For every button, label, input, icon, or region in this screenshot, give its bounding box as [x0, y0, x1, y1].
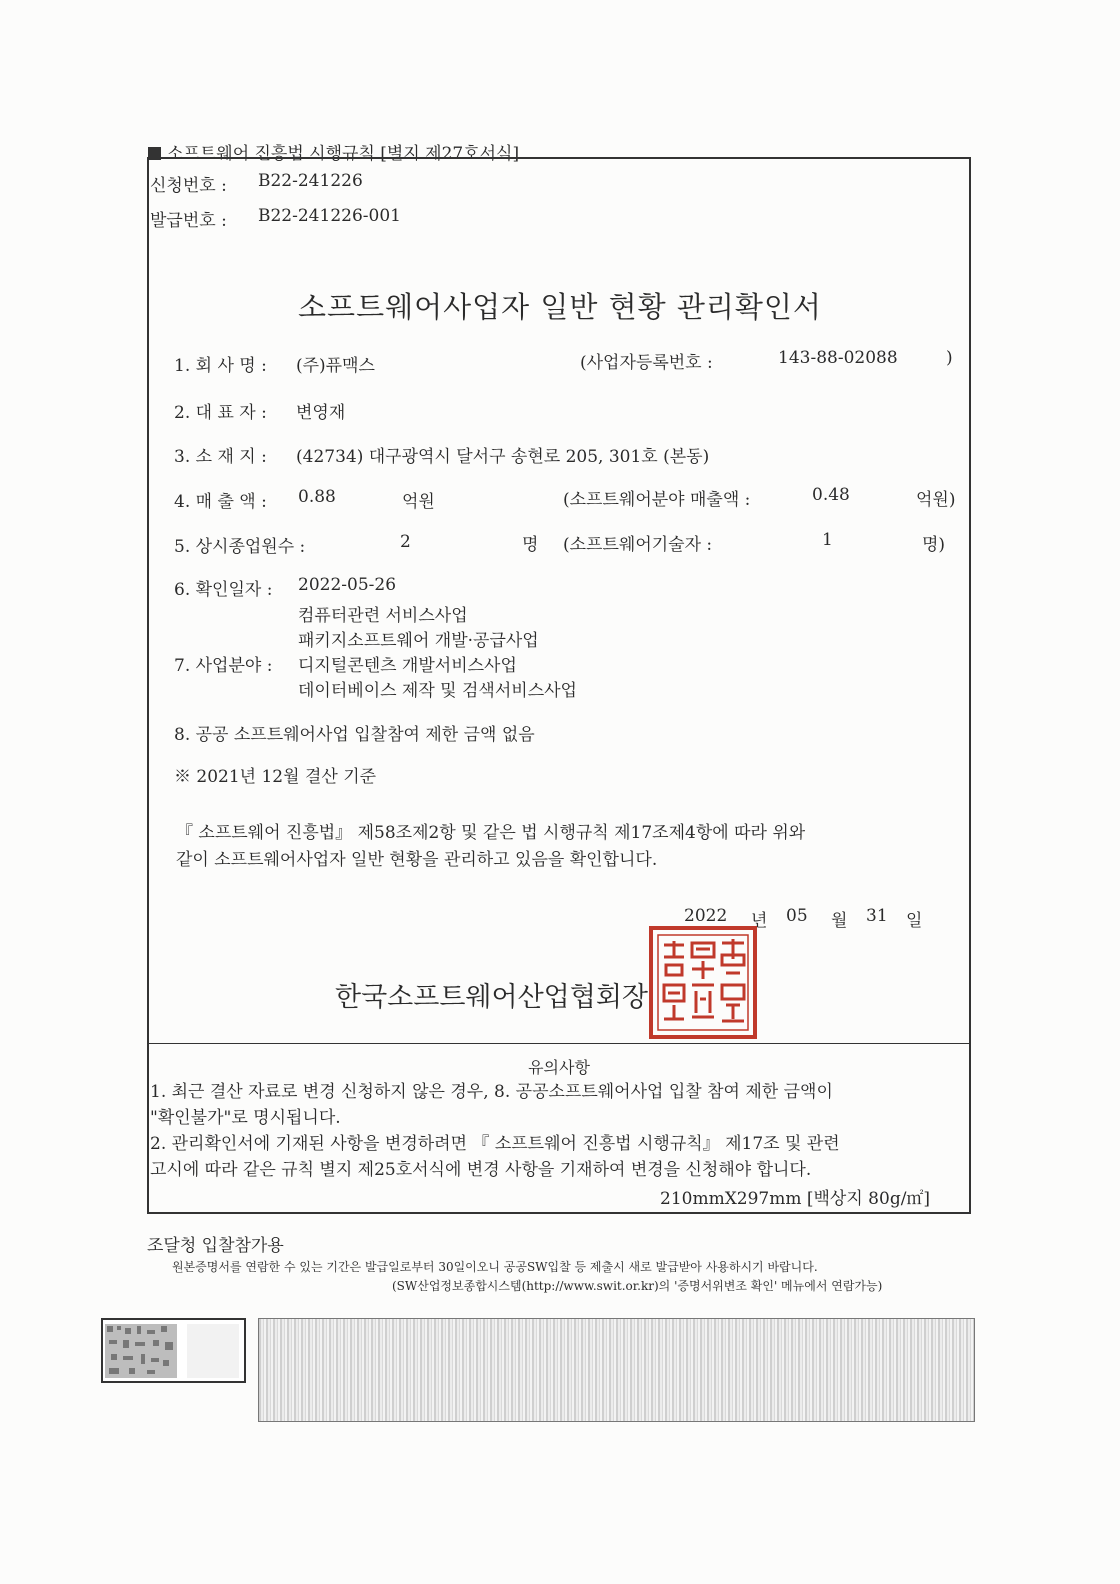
sw-engineers-label: (소프트웨어기술자 : — [563, 535, 713, 555]
address: (42734) 대구광역시 달서구 송현로 205, 301호 (본동) — [296, 447, 710, 467]
settlement-basis: ※ 2021년 12월 결산 기준 — [174, 767, 377, 787]
date-day-unit: 일 — [906, 911, 923, 931]
bid-limit: 8. 공공 소프트웨어사업 입찰참여 제한 금액 없음 — [174, 725, 535, 745]
employees-label: 5. 상시종업원수 : — [174, 537, 306, 557]
company-name: (주)퓨맥스 — [296, 356, 375, 376]
document-title: 소프트웨어사업자 일반 현황 관리확인서 — [298, 290, 822, 324]
form-label-text: 소프트웨어 진흥법 시행규칙 [별지 제27호서식] — [167, 144, 520, 164]
statement-line-2: 같이 소프트웨어사업자 일반 현황을 관리하고 있음을 확인합니다. — [176, 850, 658, 870]
paper-size-note: 210mmX297mm [백상지 80g/㎡] — [660, 1189, 931, 1209]
sales-value: 0.88 — [298, 487, 336, 507]
biz-reg-label: (사업자등록번호 : — [580, 353, 713, 373]
validity-note: 원본증명서를 연람한 수 있는 기간은 발급일로부터 30일이오니 공공SW입찰 등 제출시 새로 발급받아 사용하시기 바랍니다. — [172, 1260, 818, 1274]
document-code-box — [101, 1318, 246, 1383]
business-field-item: 디지털콘텐츠 개발서비스사업 — [298, 656, 517, 676]
usage-purpose: 조달청 입찰참가용 — [147, 1236, 284, 1256]
confirm-date: 2022-05-26 — [298, 575, 397, 595]
biz-reg-number: 143-88-02088 — [778, 348, 898, 368]
application-number-label: 신청번호 : — [150, 176, 227, 196]
date-day: 31 — [866, 906, 888, 926]
application-number: B22-241226 — [258, 171, 363, 191]
business-label: 7. 사업분야 : — [174, 656, 273, 676]
business-field-item: 데이터베이스 제작 및 검색서비스사업 — [298, 681, 577, 701]
sales-label: 4. 매 출 액 : — [174, 492, 267, 512]
sw-sales-unit: 억원) — [916, 490, 956, 510]
date-year: 2022 — [684, 906, 728, 926]
notice-title: 유의사항 — [528, 1058, 590, 1077]
date-year-unit: 년 — [751, 911, 768, 931]
qr-code-icon — [103, 1320, 244, 1381]
official-seal-icon — [648, 925, 758, 1040]
confirm-date-label: 6. 확인일자 : — [174, 580, 273, 600]
ceo-label: 2. 대 표 자 : — [174, 403, 267, 423]
business-field-item: 컴퓨터관련 서비스사업 — [298, 606, 468, 626]
notice-divider — [147, 1043, 971, 1044]
address-label: 3. 소 재 지 : — [174, 447, 267, 467]
employees-value: 2 — [400, 532, 411, 552]
date-month: 05 — [786, 906, 808, 926]
employees-unit: 명 — [522, 535, 539, 555]
statement-line-1: 『 소프트웨어 진흥법』 제58조제2항 및 같은 법 시행규칙 제17조제4항에 따라 위와 — [176, 823, 806, 843]
sw-engineers-value: 1 — [822, 530, 833, 550]
date-month-unit: 월 — [831, 911, 848, 931]
company-label: 1. 회 사 명 : — [174, 356, 267, 376]
notice-line-1: 1. 최근 결산 자료로 변경 신청하지 않은 경우, 8. 공공소프트웨어사업 입찰 참여 제한 금액이 — [150, 1082, 833, 1102]
sw-engineers-unit: 명) — [922, 535, 946, 555]
ceo-name: 변영재 — [296, 403, 346, 423]
issue-number-label: 발급번호 : — [150, 211, 227, 231]
sw-sales-value: 0.48 — [812, 485, 850, 505]
biz-reg-close: ) — [946, 348, 953, 368]
issue-number: B22-241226-001 — [258, 206, 401, 226]
notice-line-2: "확인불가"로 명시됩니다. — [150, 1108, 341, 1128]
issuer-name: 한국소프트웨어산업협회장 — [335, 982, 648, 1013]
security-pattern — [258, 1318, 975, 1422]
verify-note: (SW산업정보종합시스템(http://www.swit.or.kr)의 '증명서위변조 확인' 메뉴에서 연람가능) — [392, 1279, 883, 1293]
sw-sales-label: (소프트웨어분야 매출액 : — [563, 490, 751, 510]
notice-line-4: 고시에 따라 같은 규칙 별지 제25호서식에 변경 사항을 기재하여 변경을 신청해야 합니다. — [150, 1160, 812, 1180]
business-field-item: 패키지소프트웨어 개발·공급사업 — [298, 631, 539, 651]
sales-unit: 억원 — [402, 492, 435, 512]
notice-line-3: 2. 관리확인서에 기재된 사항을 변경하려면 『 소프트웨어 진흥법 시행규칙』 제17조 및 관련 — [150, 1134, 840, 1154]
